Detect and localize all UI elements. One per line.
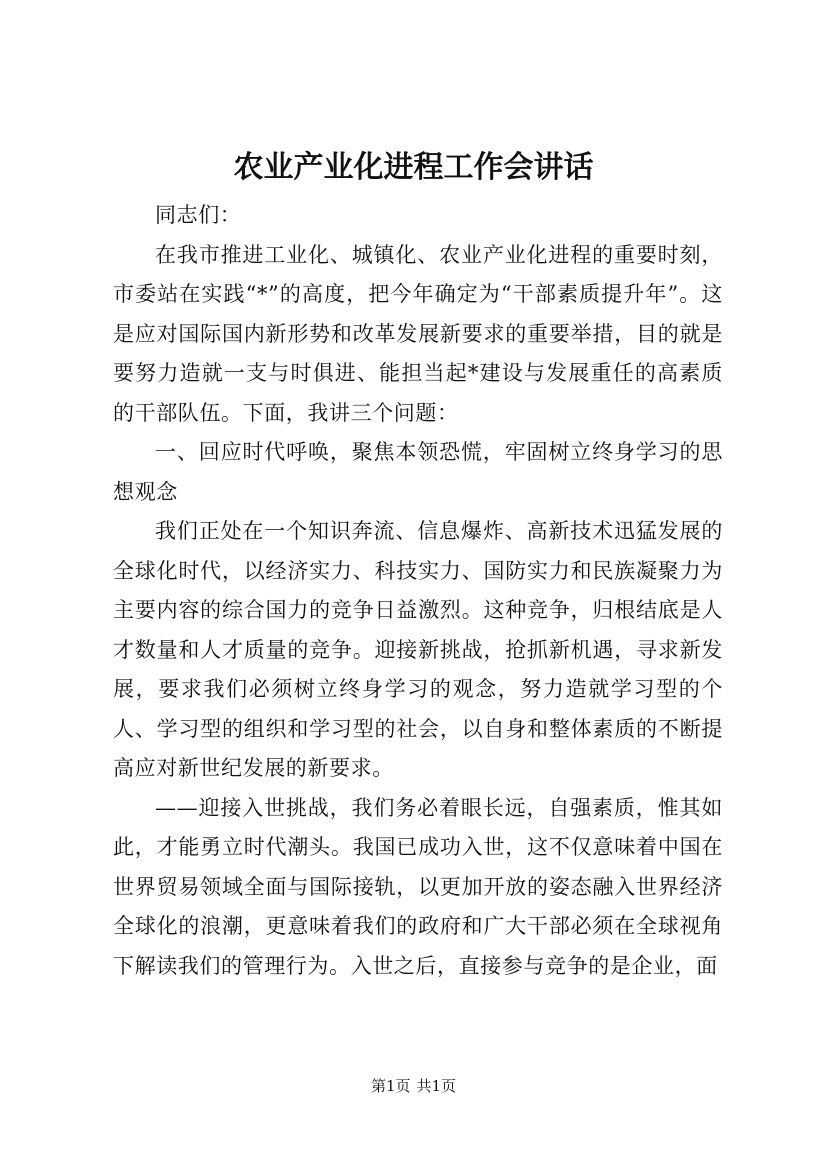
document-body xyxy=(113,196,723,986)
paragraph-intro: 在我市推进工业化、城镇化、农业产业化进程的重要时刻，市委站在实践“*”的高度，把今年确定为“干部素质提升年”。这是应对国际国内新形势和改革发展新要求的重要举措，目的就是要努力造就一支与时俱进、能担当起*建设与发展重任的高素质的干部队伍。下面，我讲三个问题： xyxy=(113,242,723,425)
section-heading-1: 一、回应时代呼唤，聚焦本领恐慌，牢固树立终身学习的思想观念 xyxy=(113,440,723,504)
paragraph-body-1: 我们正处在一个知识奔流、信息爆炸、高新技术迅猛发展的全球化时代，以经济实力、科技实力、国防实力和民族凝聚力为主要内容的综合国力的竞争日益激烈。这种竞争，归根结底是人才数量和人才质量的竞争。迎接新挑战，抢抓新机遇，寻求新发展，要求我们必须树立终身学习的观念，努力造就学习型的个人、学习型的组织和学习型的社会，以自身和整体素质的不断提高应对新世纪发展的新要求。 xyxy=(113,519,723,780)
page-number: 第1页 xyxy=(370,1077,411,1095)
page-total: 共1页 xyxy=(416,1077,457,1095)
document-title: 农业产业化进程工作会讲话 xyxy=(233,150,594,185)
page-footer xyxy=(0,1076,827,1096)
paragraph-body-2: ——迎接入世挑战，我们务必着眼长远，自强素质，惟其如此，才能勇立时代潮头。我国已成功入世，这不仅意味着中国在世界贸易领域全面与国际接轨，以更加开放的姿态融入世界经济全球化的浪潮，更意味着我们的政府和广大干部必须在全球视角下解读我们的管理行为。入世之后，直接参与竞争的是企业，面 xyxy=(113,795,723,978)
paragraph-greeting: 同志们： xyxy=(155,203,242,227)
